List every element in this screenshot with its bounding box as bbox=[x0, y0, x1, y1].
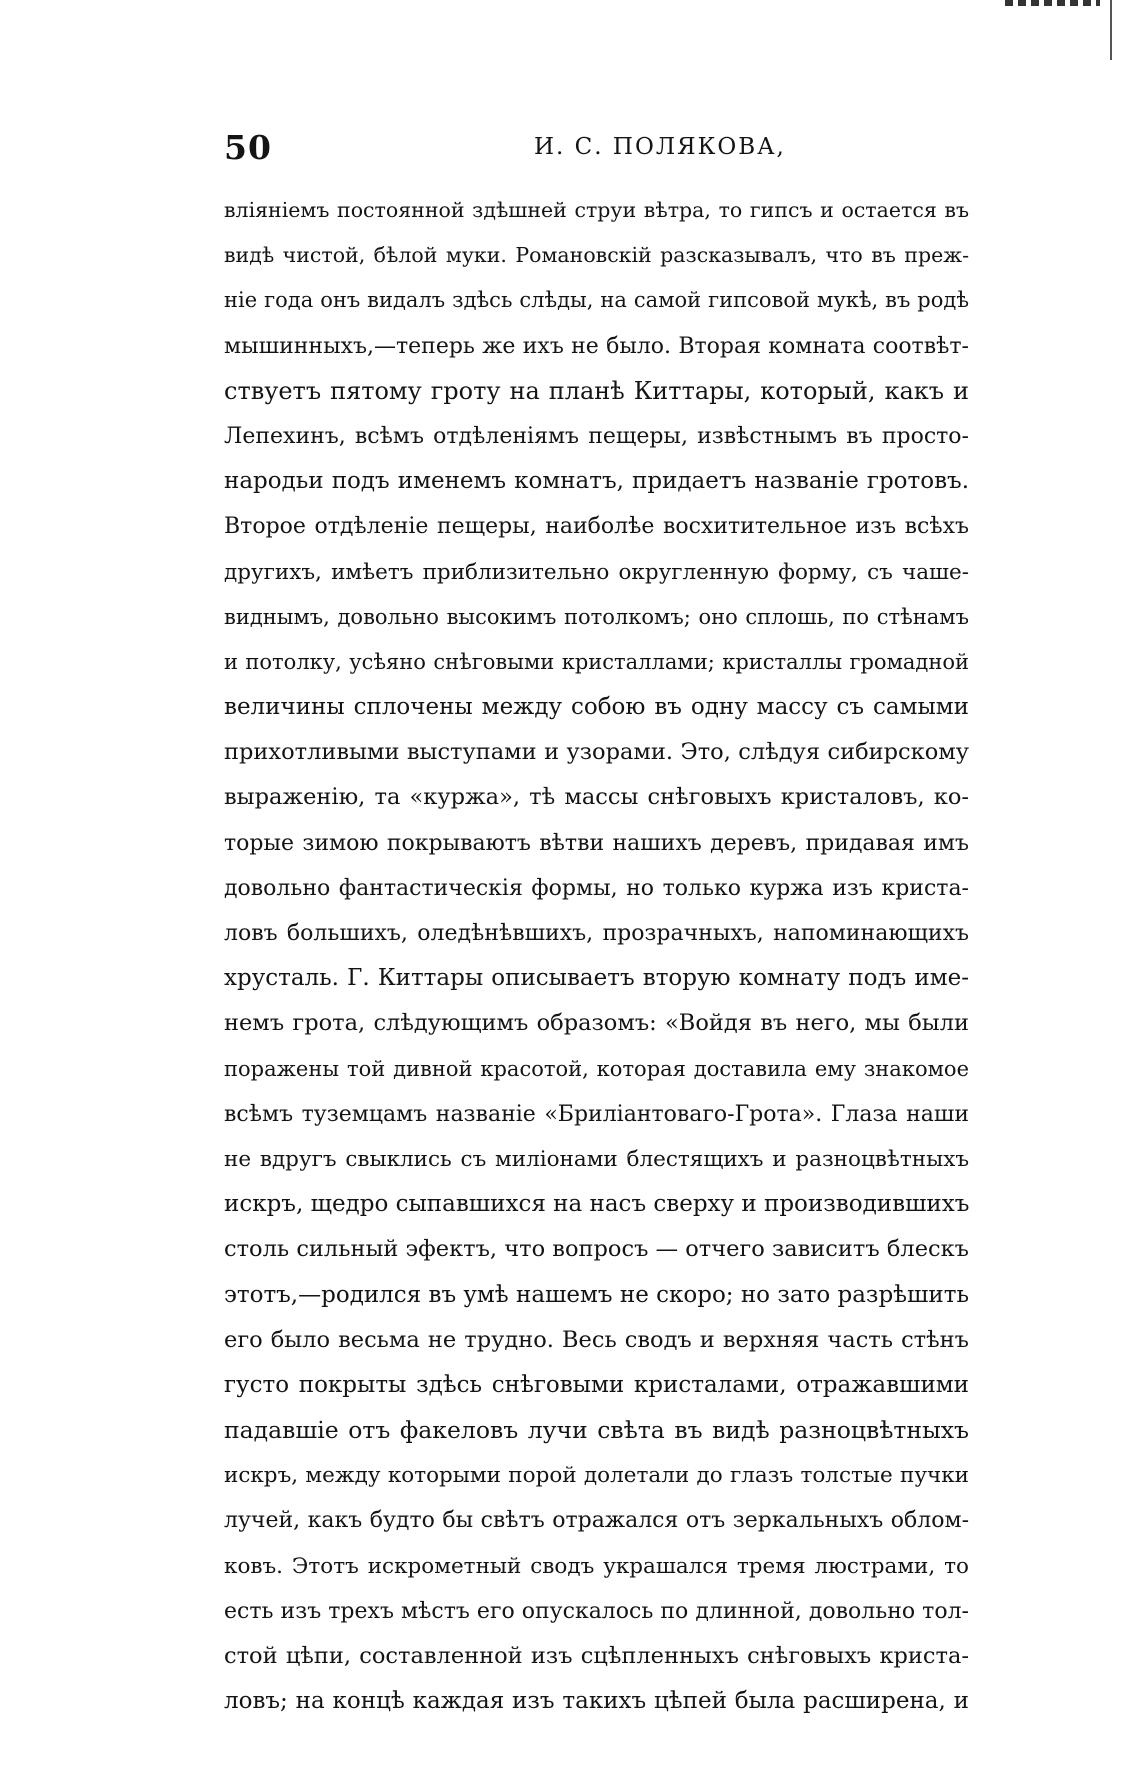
text-line: есть изъ трехъ мѣстъ его опускалось по длинной, довольно тол- bbox=[224, 1598, 969, 1624]
text-line: ловъ; на концѣ каждая изъ такихъ цѣпей была расширена, и bbox=[224, 1688, 969, 1715]
text-line: ствуетъ пятому гроту на планѣ Киттары, который, какъ и bbox=[224, 376, 969, 405]
text-line: всѣмъ туземцамъ названіе «Бриліантоваго-Грота». Глаза наши bbox=[224, 1101, 969, 1127]
body-text bbox=[224, 188, 969, 1724]
text-line: Лепехинъ, всѣмъ отдѣленіямъ пещеры, извѣстнымъ въ просто- bbox=[224, 423, 969, 449]
text-line: другихъ, имѣетъ приблизительно округленную форму, съ чаше- bbox=[224, 559, 969, 585]
text-line: стой цѣпи, составленной изъ сцѣпленныхъ снѣговыхъ криста- bbox=[224, 1643, 969, 1669]
text-line: ніе года онъ видалъ здѣсь слѣды, на самой гипсовой мукѣ, въ родѣ bbox=[224, 288, 969, 313]
page-number: 50 bbox=[224, 128, 272, 167]
text-line: падавшіе отъ факеловъ лучи свѣта въ видѣ разноцвѣтныхъ bbox=[224, 1416, 969, 1445]
text-line: мышинныхъ,—теперь же ихъ не было. Вторая комната соотвѣт- bbox=[224, 333, 969, 359]
text-line: и потолку, усѣяно снѣговыми кристаллами; кристаллы громадной bbox=[224, 649, 969, 674]
text-line: этотъ,—родился въ умѣ нашемъ не скоро; но зато разрѣшить bbox=[224, 1281, 969, 1308]
text-line: видѣ чистой, бѣлой муки. Романовскій разсказывалъ, что въ преж- bbox=[224, 243, 969, 268]
text-line: довольно фантастическія формы, но только куржа изъ криста- bbox=[224, 875, 969, 901]
running-head: И. С. ПОЛЯКОВА, bbox=[534, 134, 786, 160]
text-line: немъ грота, слѣдующимъ образомъ: «Войдя въ него, мы были bbox=[224, 1010, 969, 1037]
text-line: лучей, какъ будто бы свѣтъ отражался отъ зеркальныхъ облом- bbox=[224, 1508, 969, 1534]
text-line: густо покрыты здѣсь снѣговыми кристалами, отражавшими bbox=[224, 1371, 969, 1398]
text-line: его было весьма не трудно. Весь сводъ и верхняя часть стѣнъ bbox=[224, 1326, 969, 1353]
text-line: вліяніемъ постоянной здѣшней струи вѣтра, то гипсъ и остается въ bbox=[224, 198, 969, 222]
text-line: ковъ. Этотъ искрометный сводъ украшался тремя люстрами, то bbox=[224, 1553, 969, 1579]
text-line: искръ, щедро сыпавшихся на насъ сверху и производившихъ bbox=[224, 1191, 969, 1218]
text-line: ловъ большихъ, оледѣнѣвшихъ, прозрачныхъ, напоминающихъ bbox=[224, 921, 969, 946]
text-line: столь сильный эфектъ, что вопросъ — отчего зависитъ блескъ bbox=[224, 1236, 969, 1263]
scan-edge-line bbox=[1110, 0, 1112, 60]
text-line: искръ, между которыми порой долетали до глазъ толстые пучки bbox=[224, 1463, 969, 1489]
scan-artifact-top bbox=[1005, 0, 1100, 6]
text-line: хрусталь. Г. Киттары описываетъ вторую комнату подъ име- bbox=[224, 965, 969, 992]
text-line: виднымъ, довольно высокимъ потолкомъ; оно сплошь, по стѣнамъ bbox=[224, 604, 969, 629]
text-line: выраженію, та «куржа», тѣ массы снѣговыхъ кристаловъ, ко- bbox=[224, 784, 969, 811]
text-line: не вдругъ свыклись съ миліонами блестящихъ и разноцвѣтныхъ bbox=[224, 1146, 969, 1172]
text-line: Второе отдѣленіе пещеры, наиболѣе восхитительное изъ всѣхъ bbox=[224, 514, 969, 540]
text-line: поражены той дивной красотой, которая доставила ему знакомое bbox=[224, 1056, 969, 1081]
text-line: величины сплочены между собою въ одну массу съ самыми bbox=[224, 694, 969, 721]
text-line: прихотливыми выступами и узорами. Это, слѣдуя сибирскому bbox=[224, 739, 969, 766]
page-header bbox=[224, 128, 969, 178]
text-line: народьи подъ именемъ комнатъ, придаетъ названіе гротовъ. bbox=[224, 468, 969, 495]
text-line: торые зимою покрываютъ вѣтви нашихъ деревъ, придавая имъ bbox=[224, 830, 969, 856]
